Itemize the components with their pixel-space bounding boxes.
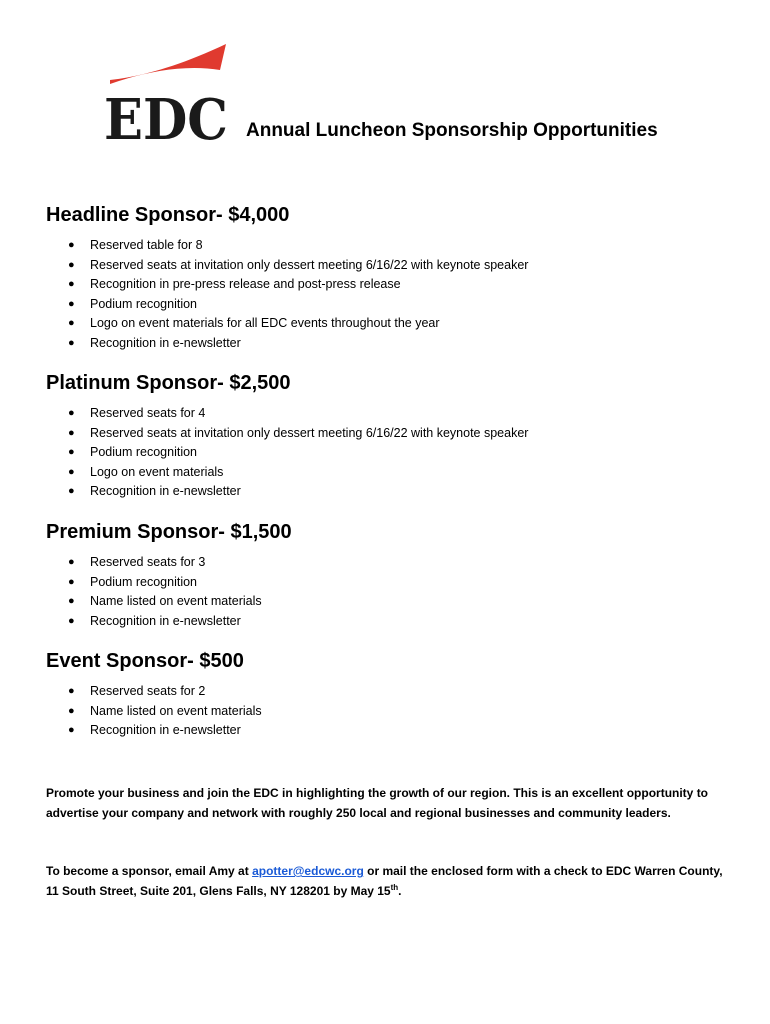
bullet-icon: ● xyxy=(68,595,75,607)
list-item: ● Reserved seats for 2 xyxy=(46,682,262,702)
section-heading: Headline Sponsor- $4,000 xyxy=(46,204,290,226)
benefit-list xyxy=(46,682,262,741)
section-premium-sponsor xyxy=(46,519,292,631)
bullet-icon: ● xyxy=(68,258,75,271)
section-headline-sponsor xyxy=(46,202,528,353)
section-event-sponsor xyxy=(46,648,262,741)
bullet-icon: ● xyxy=(68,336,75,349)
list-item: ● Logo on event materials for all EDC events throughout the year xyxy=(46,314,528,334)
bullet-icon: ● xyxy=(68,724,75,736)
page-title: Annual Luncheon Sponsorship Opportunities xyxy=(246,120,658,141)
bullet-icon: ● xyxy=(68,297,75,310)
section-heading: Event Sponsor- $500 xyxy=(46,650,244,672)
list-item: ● Recognition in e-newsletter xyxy=(46,721,262,741)
bullet-icon: ● xyxy=(68,575,75,588)
list-item: ● Reserved table for 8 xyxy=(46,236,528,256)
list-item: ● Podium recognition xyxy=(46,443,528,463)
bullet-icon: ● xyxy=(68,465,75,478)
benefit-list xyxy=(46,404,528,502)
bullet-icon: ● xyxy=(68,685,75,697)
list-item: ● Recognition in e-newsletter xyxy=(46,334,528,354)
benefit-list xyxy=(46,553,292,631)
bullet-icon: ● xyxy=(68,317,75,329)
promo-paragraph: Promote your business and join the EDC in highlighting the growth of our region. This is an excellent opportunity to advertise your company and network with roughly 250 local and regional businesses and community leaders. xyxy=(46,786,709,820)
svg-text:EDC: EDC xyxy=(104,87,228,142)
list-item: ● Reserved seats at invitation only dessert meeting 6/16/22 with keynote speaker xyxy=(46,424,528,444)
list-item: ● Reserved seats for 4 xyxy=(46,404,528,424)
bullet-icon: ● xyxy=(68,239,75,251)
list-item: ● Name listed on event materials xyxy=(46,592,292,612)
bullet-icon: ● xyxy=(68,446,75,458)
bullet-icon: ● xyxy=(68,278,75,290)
bullet-icon: ● xyxy=(68,614,75,627)
list-item: ● Logo on event materials xyxy=(46,463,528,483)
list-item: ● Recognition in e-newsletter xyxy=(46,612,292,632)
bullet-icon: ● xyxy=(68,426,75,439)
list-item: ● Recognition in pre-press release and post-press release xyxy=(46,275,528,295)
section-heading: Premium Sponsor- $1,500 xyxy=(46,521,292,543)
edc-logo-mark xyxy=(104,44,232,142)
list-item: ● Podium recognition xyxy=(46,573,292,593)
list-item: ● Name listed on event materials xyxy=(46,702,262,722)
benefit-list xyxy=(46,236,528,353)
email-link[interactable]: apotter@edcwc.org xyxy=(252,864,364,878)
contact-paragraph: To become a sponsor, email Amy at apotter@edcwc.org or mail the enclosed form with a check to EDC Warren County, 11 South Street, Suite 201, Glens Falls, NY 128201 by May 15th. xyxy=(46,864,723,898)
list-item: ● Reserved seats at invitation only dessert meeting 6/16/22 with keynote speaker xyxy=(46,256,528,276)
list-item: ● Reserved seats for 3 xyxy=(46,553,292,573)
section-heading: Platinum Sponsor- $2,500 xyxy=(46,372,291,394)
section-platinum-sponsor xyxy=(46,370,528,502)
bullet-icon: ● xyxy=(68,407,75,419)
list-item: ● Recognition in e-newsletter xyxy=(46,482,528,502)
bullet-icon: ● xyxy=(68,556,75,568)
ordinal-suffix: th xyxy=(390,883,399,892)
edc-logo xyxy=(104,44,232,142)
list-item: ● Podium recognition xyxy=(46,295,528,315)
bullet-icon: ● xyxy=(68,485,75,497)
bullet-icon: ● xyxy=(68,704,75,717)
